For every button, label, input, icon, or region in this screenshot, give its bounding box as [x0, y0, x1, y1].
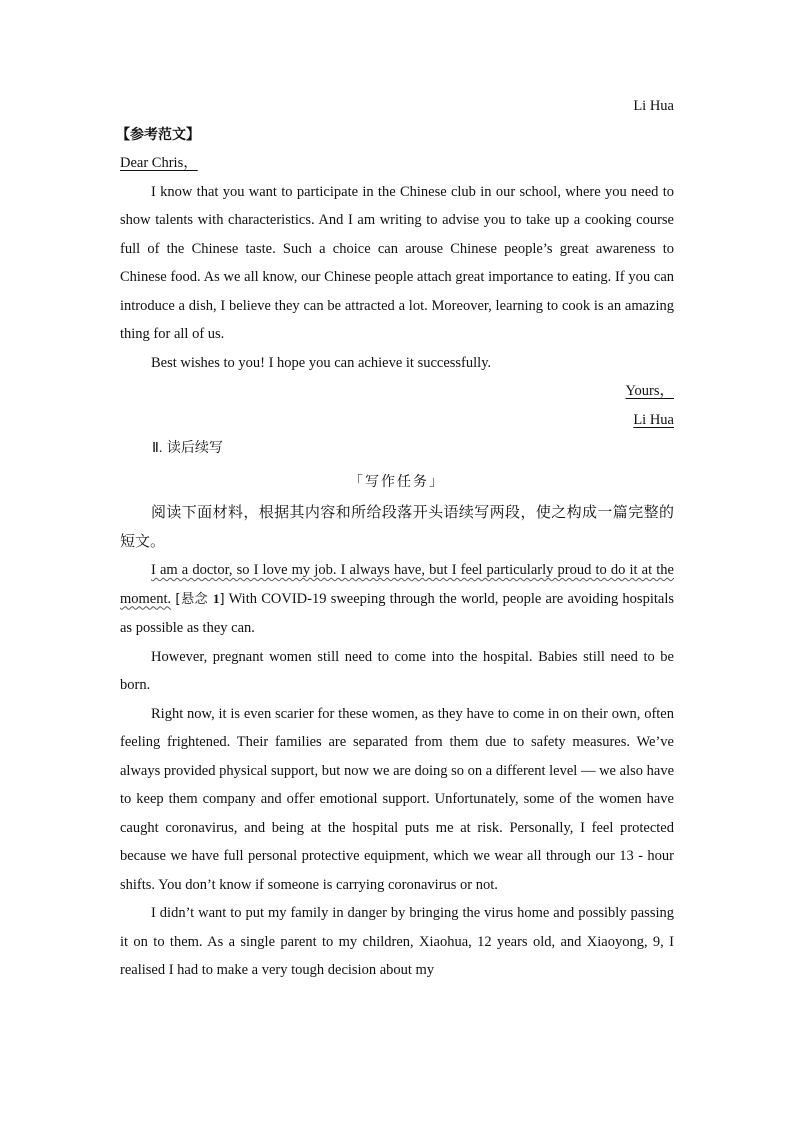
suspense-tag	[175, 592, 224, 607]
closing-text: Yours，	[625, 383, 674, 399]
underlined-opening-sentence: I am a doctor, so I love my job. I always have, but I feel particularly proud to do it at the moment.	[120, 562, 674, 607]
section-heading	[120, 434, 674, 464]
suspense-tag-close: ]	[219, 591, 225, 607]
section-number: Ⅱ.	[152, 441, 163, 456]
suspense-tag-number: 1	[213, 590, 220, 606]
section-title: 读后续写	[166, 440, 223, 456]
document-page	[116, 92, 674, 985]
letter-closing	[120, 377, 674, 406]
task-instruction: 阅读下面材料，根据其内容和所给段落开头语续写两段，使之构成一篇完整的短文。	[120, 503, 674, 550]
signature-text: Li Hua	[633, 411, 674, 428]
letter-signature	[120, 406, 674, 435]
first-paragraph-rest: With COVID-19 sweeping through the world, people are avoiding hospitals as possible as they can.	[120, 590, 674, 636]
letter-body-paragraph: I know that you want to participate in the Chinese club in our school, where you need to show talents with characteristics. And I am writing to advise you to take up a cooking course full of the Chinese taste. Such a choice can arouse Chinese people’s great awareness to Chinese food. As we all know, our Chinese people attach great importance to eating. If you can introduce a dish, I believe they can be attracted a lot. Moreover, learning to cook is an amazing thing for all of us.	[120, 183, 674, 342]
story-paragraph: Right now, it is even scarier for these women, as they have to come in on their own, often feeling frightened. Their families are separated from them due to safety measures. We’ve always provided physical support, but now we are doing so on a different level — we also have to keep them company and offer emotional support. Unfortunately, some of the women have caught coronavirus, and being at the hospital puts me at risk. Personally, I feel protected because we have full personal protective equipment, which we wear all through our 13 - hour shifts. You don’t know if someone is carrying coronavirus or not.	[120, 705, 674, 893]
reference-essay-heading: 【参考范文】	[116, 126, 200, 143]
story-first-paragraph	[120, 556, 674, 643]
story-paragraph: However, pregnant women still need to come into the hospital. Babies still need to be born.	[120, 648, 674, 693]
letter-salutation	[120, 149, 674, 178]
suspense-tag-open: [	[175, 591, 181, 607]
writing-task-title: 「写作任务」	[349, 473, 445, 490]
suspense-tag-label: 悬念	[180, 591, 209, 607]
story-paragraph: I didn’t want to put my family in danger by bringing the virus home and possibly passing it on to them. As a single parent to my children, Xiaohua, 12 years old, and Xiaoyong, 9, I realised I had to make a very tough decision about my	[120, 905, 674, 978]
letter-closing-wish: Best wishes to you! I hope you can achieve it successfully.	[151, 354, 492, 371]
salutation-text: Dear Chris，	[120, 155, 198, 171]
top-signature: Li Hua	[633, 98, 674, 114]
